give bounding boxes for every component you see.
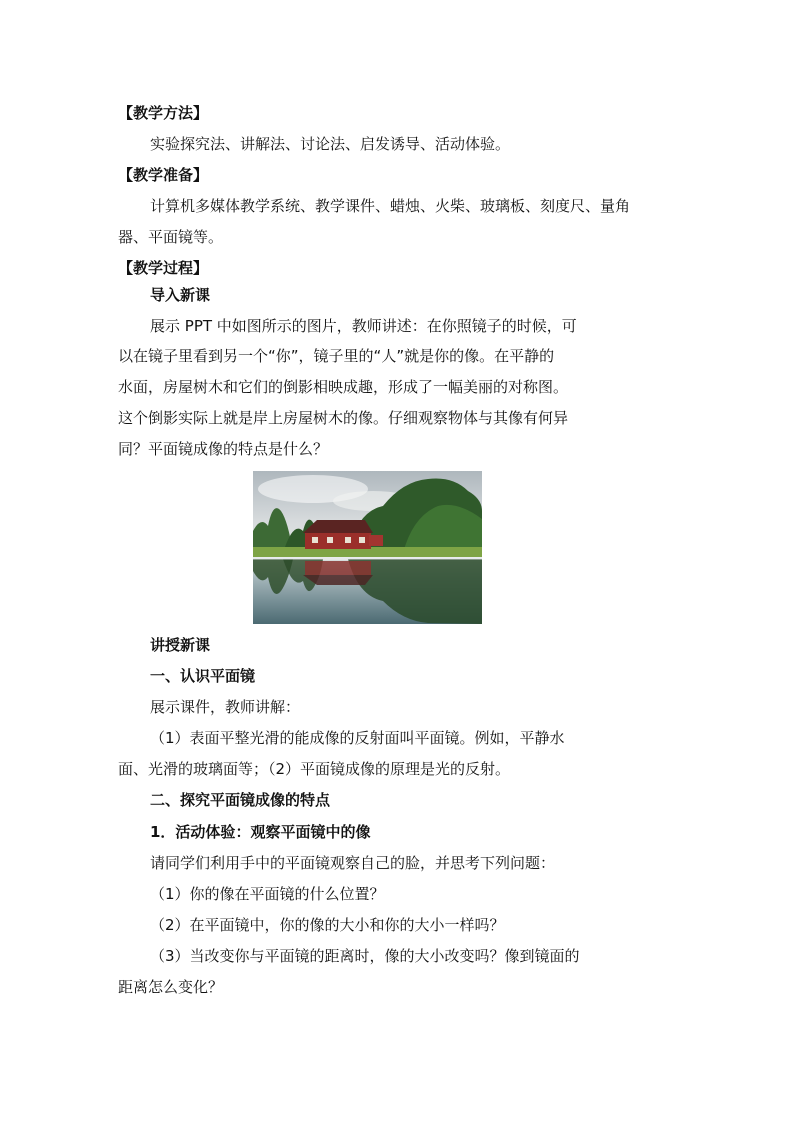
activity-intro: 请同学们利用手中的平面镜观察自己的脸，并思考下列问题： [150,854,556,872]
activity-title: 1．活动体验：观察平面镜中的像 [150,823,371,841]
teaching-method-text: 实验探究法、讲解法、讨论法、启发诱导、活动体验。 [150,135,511,153]
section-1-intro: 展示课件，教师讲解： [150,698,301,716]
section-1-line-2: 面、光滑的玻璃面等；（2）平面镜成像的原理是光的反射。 [118,760,511,778]
intro-line-4: 这个倒影实际上就是岸上房屋树木的像。仔细观察物体与其像有何异 [118,409,569,427]
intro-line-1: 展示 PPT 中如图所示的图片，教师讲述：在你照镜子的时候，可 [150,317,577,335]
section-1-title: 一、认识平面镜 [150,667,256,685]
section-2-title: 二、探究平面镜成像的特点 [150,791,331,809]
teaching-prep-line-2: 器、平面镜等。 [118,228,224,246]
intro-line-2: 以在镜子里看到另一个“你”，镜子里的“人”就是你的像。在平静的 [118,347,555,365]
question-1: （1）你的像在平面镜的什么位置？ [150,885,385,903]
intro-line-3: 水面，房屋树木和它们的倒影相映成趣，形成了一幅美丽的对称图。 [118,378,569,396]
teaching-method-heading: 【教学方法】 [118,104,209,122]
question-3-cont: 距离怎么变化？ [118,978,224,996]
section-1-line-1: （1）表面平整光滑的能成像的反射面叫平面镜。例如，平静水 [150,729,565,747]
intro-line-5: 同？平面镜成像的特点是什么？ [118,440,329,458]
intro-title: 导入新课 [150,286,211,304]
teaching-process-heading: 【教学过程】 [118,259,209,277]
question-3: （3）当改变你与平面镜的距离时，像的大小改变吗？像到镜面的 [150,947,580,965]
question-2: （2）在平面镜中，你的像的大小和你的大小一样吗？ [150,916,505,934]
lake-house-reflection-photo [253,471,482,624]
new-lesson-title: 讲授新课 [150,636,211,654]
teaching-prep-heading: 【教学准备】 [118,166,209,184]
teaching-prep-line-1: 计算机多媒体教学系统、教学课件、蜡烛、火柴、玻璃板、刻度尺、量角 [150,197,631,215]
